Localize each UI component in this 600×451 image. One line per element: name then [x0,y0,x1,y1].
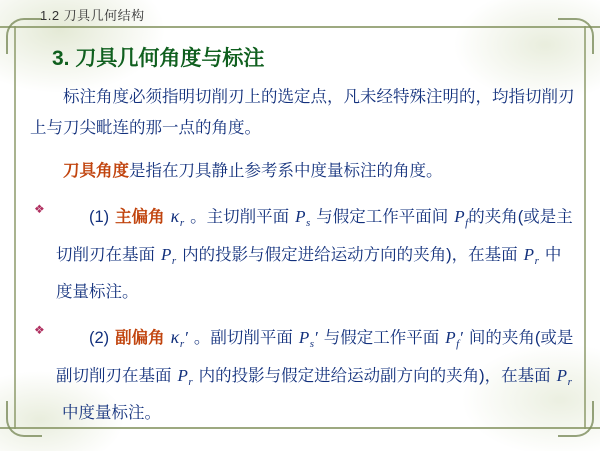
list-item [30,322,575,429]
breadcrumb: 1.2 刀具几何结构 [40,8,145,23]
symbol-pf-sub: f [465,217,469,229]
definition-rest: 是指在刀具静止参考系中度量标注的角度。 [129,162,443,180]
text-part-4: 内的投影与假定进给运动方向的夹角)，在基面 [182,246,518,264]
decorative-border-right [584,26,586,429]
symbol-pr-1-sub: r [188,376,193,388]
symbol-pr-2-sub: r [534,255,539,267]
definition-term: 刀具角度 [63,162,129,180]
corner-ornament-top-left [6,18,42,54]
list-term: 主偏角 [115,208,165,226]
text-part-5: 中度量标注。 [56,246,562,301]
text-part-2: 与假定工作平面 [323,329,440,347]
text-part-2: 与假定工作平面间 [316,208,449,226]
list-index: (2) [89,329,110,347]
paragraph-definition [30,156,575,187]
symbol-pr-1-sub: r [171,255,177,267]
diamond-bullet-icon: ❖ [34,323,45,337]
text-part-5: 中度量标注。 [62,404,161,422]
symbol-pf-prime-mark: ′ [459,328,463,347]
text-part-3: 间的夹角(或是副切削刃在基面 [56,329,574,385]
diamond-bullet-icon: ❖ [34,202,45,216]
text-part-3: 的夹角(或是主切削刃在基面 [56,208,573,264]
slide-body [30,82,575,429]
page-title: 3. 刀具几何角度与标注 [52,47,265,70]
symbol-pf: P [454,207,465,226]
symbol-ps: P [295,207,306,226]
symbol-ps-sub: s [305,217,311,229]
symbol-kappa-prime: ′ [184,328,188,347]
symbol-pr-2: P [523,245,535,264]
symbol-pf-prime-sub: f [456,338,460,350]
decorative-border-left [14,26,16,429]
list-item-text [56,322,575,429]
symbol-kappa-sub: r [179,217,185,229]
symbol-pf-prime: P [445,328,456,347]
symbol-pr-2-sub: r [567,376,572,388]
paragraph-intro: 标注角度必须指明切削刃上的选定点，凡未经特殊注明的，均指切削刃上与刀尖毗连的那一点的角度。 [30,88,575,137]
symbol-pr-2: P [556,366,568,385]
symbol-kappa: κ [170,206,180,226]
symbol-ps-prime-mark: ′ [313,328,318,347]
symbol-pr-1: P [177,366,188,385]
list-index: (1) [89,208,110,226]
symbol-ps-prime-sub: s [309,338,314,350]
list-item-text [56,201,575,308]
symbol-pr-1: P [161,245,172,264]
symbol-kappa-sub: r [179,338,185,350]
list-term: 副偏角 [115,329,165,347]
text-part-1: 。主切削平面 [190,208,290,226]
symbol-kappa: κ [170,327,180,347]
list-item [30,201,575,308]
text-part-4: 内的投影与假定进给运动副方向的夹角)，在基面 [198,367,551,385]
symbol-ps-prime: P [298,328,310,347]
decorative-border-top [0,26,600,28]
corner-ornament-top-right [558,18,594,54]
text-part-1: 。副切削平面 [193,329,293,347]
